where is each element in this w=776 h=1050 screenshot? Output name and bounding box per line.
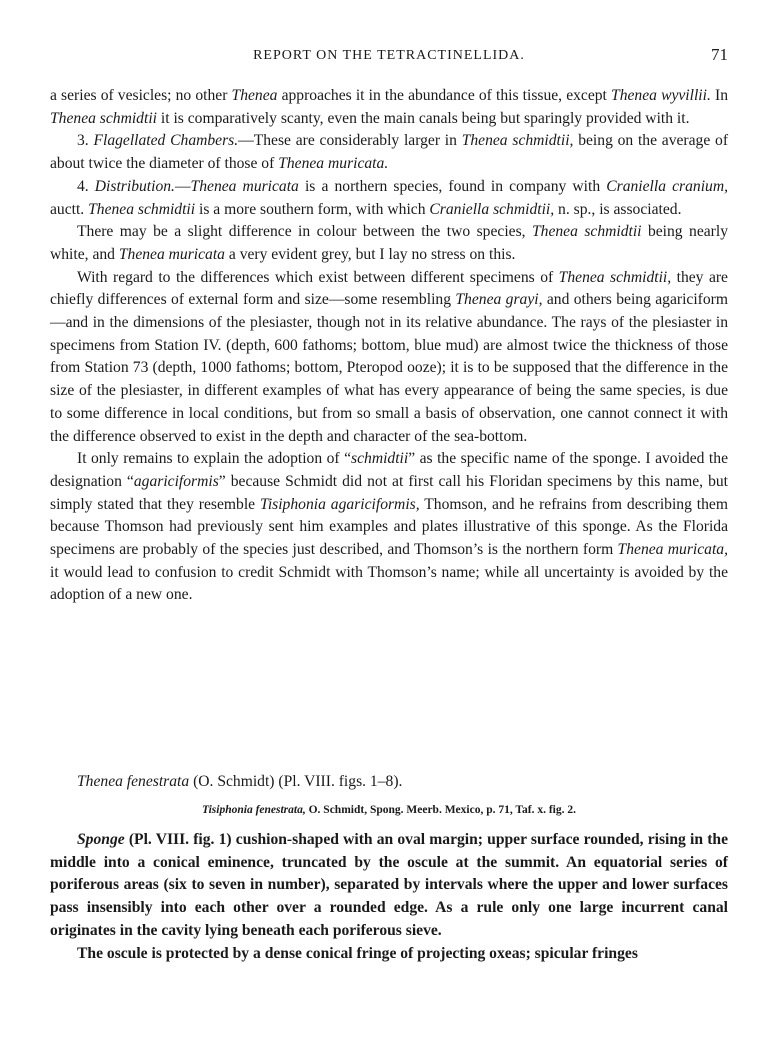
italic-run: Thenea muricata [190,177,299,195]
running-title: REPORT ON THE TETRACTINELLIDA. [253,48,525,63]
page-number: 71 [711,45,728,64]
italic-run: agariciformis [133,472,219,490]
species-heading [77,771,727,793]
paragraph: Sponge (Pl. VIII. fig. 1) cushion-shaped with an oval margin; upper surface rounded, rising in the middle into a conical eminence, truncated by the oscule at the summit. An equatorial series of poriferous areas (six to seven in number), separated by intervals where the upper and lower surfaces pass insensibly into each other over a rounded edge. As a rule only one large incurrent canal originates in the cavity lying beneath each poriferous sieve. [50,831,728,939]
italic-run: Thenea muricata [118,245,225,263]
italic-run: Thenea grayi, [455,291,543,309]
paragraph: a series of vesicles; no other Thenea approaches it in the abundance of this tissue, except Thenea wyvillii. In Thenea schmidtii it is comparatively scanty, even the main canals being but sparingly provided with it. [50,87,728,127]
italic-run: Thenea schmidtii [50,109,157,127]
italic-run: Thenea schmidtii [531,223,642,241]
paragraph: 4. Distribution.—Thenea muricata is a northern species, found in company with Craniella cranium, auctt. Thenea schmidtii is a more southern form, with which Craniella schmidtii, n. sp., is associated. [50,177,728,218]
italic-run: Thenea muricata. [278,155,389,173]
italic-run: Sponge [77,831,125,848]
paragraph: With regard to the differences which exist between different specimens of Thenea schmidtii, they are chiefly differences of external form and size—some resembling Thenea grayi, and others being agariciform—and in the dimensions of the plesiaster, though not in its relative abundance. The rays of the plesiaster in specimens from Station IV. (depth, 600 fathoms; bottom, blue mud) are almost twice the thickness of those from Station 73 (depth, 1000 fathoms; bottom, Pteropod ooze); it is to be supposed that the difference in the size of the plesiaster, in different examples of what has every appearance of being the same species, is due to some difference in local conditions, but from so small a basis of observation, one cannot connect it with the difference observed to exist in the depth and character of the sea-bottom. [50,268,728,445]
italic-run: Thenea wyvillii. [611,87,711,104]
paragraph: The oscule is protected by a dense conical fringe of projecting oxeas; spicular fringes [77,944,638,962]
italic-run: schmidtii [351,450,409,468]
main-text [50,85,728,607]
species-name: Thenea fenestrata [77,773,190,790]
italic-run: Craniella schmidtii, [429,200,555,218]
italic-run: Thenea [231,87,278,104]
italic-run: Thenea schmidtii, [461,132,574,150]
paragraph: It only remains to explain the adoption of “schmidtii” as the specific name of the sponge. I avoided the designation “agariciformis” because Schmidt did not at first call his Floridan specimens by this name, but simply stated that they resemble Tisiphonia agariciformis, Thomson, and he refrains from describing them because Thomson had previously sent him examples and plates illustrative of this sponge. As the Florida specimens are probably of the species just described, and Thomson’s is the northern form Thenea muricata, it would lead to confusion to credit Schmidt with Thomson’s name; while all uncertainty is avoided by the adoption of a new one. [50,450,728,604]
paragraph: 3. Flagellated Chambers.—These are considerably larger in Thenea schmidtii, being on the average of about twice the diameter of those of Thenea muricata. [50,132,729,173]
italic-run: Tisiphonia agariciformis, [260,495,420,513]
synonym-name: Tisiphonia fenestrata, [202,804,306,816]
italic-run: Distribution. [94,177,175,195]
species-description [50,829,728,965]
running-header [50,45,728,70]
italic-run: Thenea schmidtii, [558,268,672,286]
italic-run: Thenea muricata, [617,541,728,559]
species-reference: (O. Schmidt) (Pl. VIII. figs. 1–8). [189,773,403,790]
paragraph: There may be a slight difference in colour between the two species, Thenea schmidtii being nearly white, and Thenea muricata a very evident grey, but I lay no stress on this. [50,223,729,263]
synonym-citation: O. Schmidt, Spong. Meerb. Mexico, p. 71, Taf. x. fig. 2. [305,804,576,816]
italic-run: Thenea schmidtii [88,200,196,218]
italic-run: Craniella cranium, [606,177,728,195]
italic-run: Flagellated Chambers. [93,132,239,150]
synonymy-line [50,802,728,818]
